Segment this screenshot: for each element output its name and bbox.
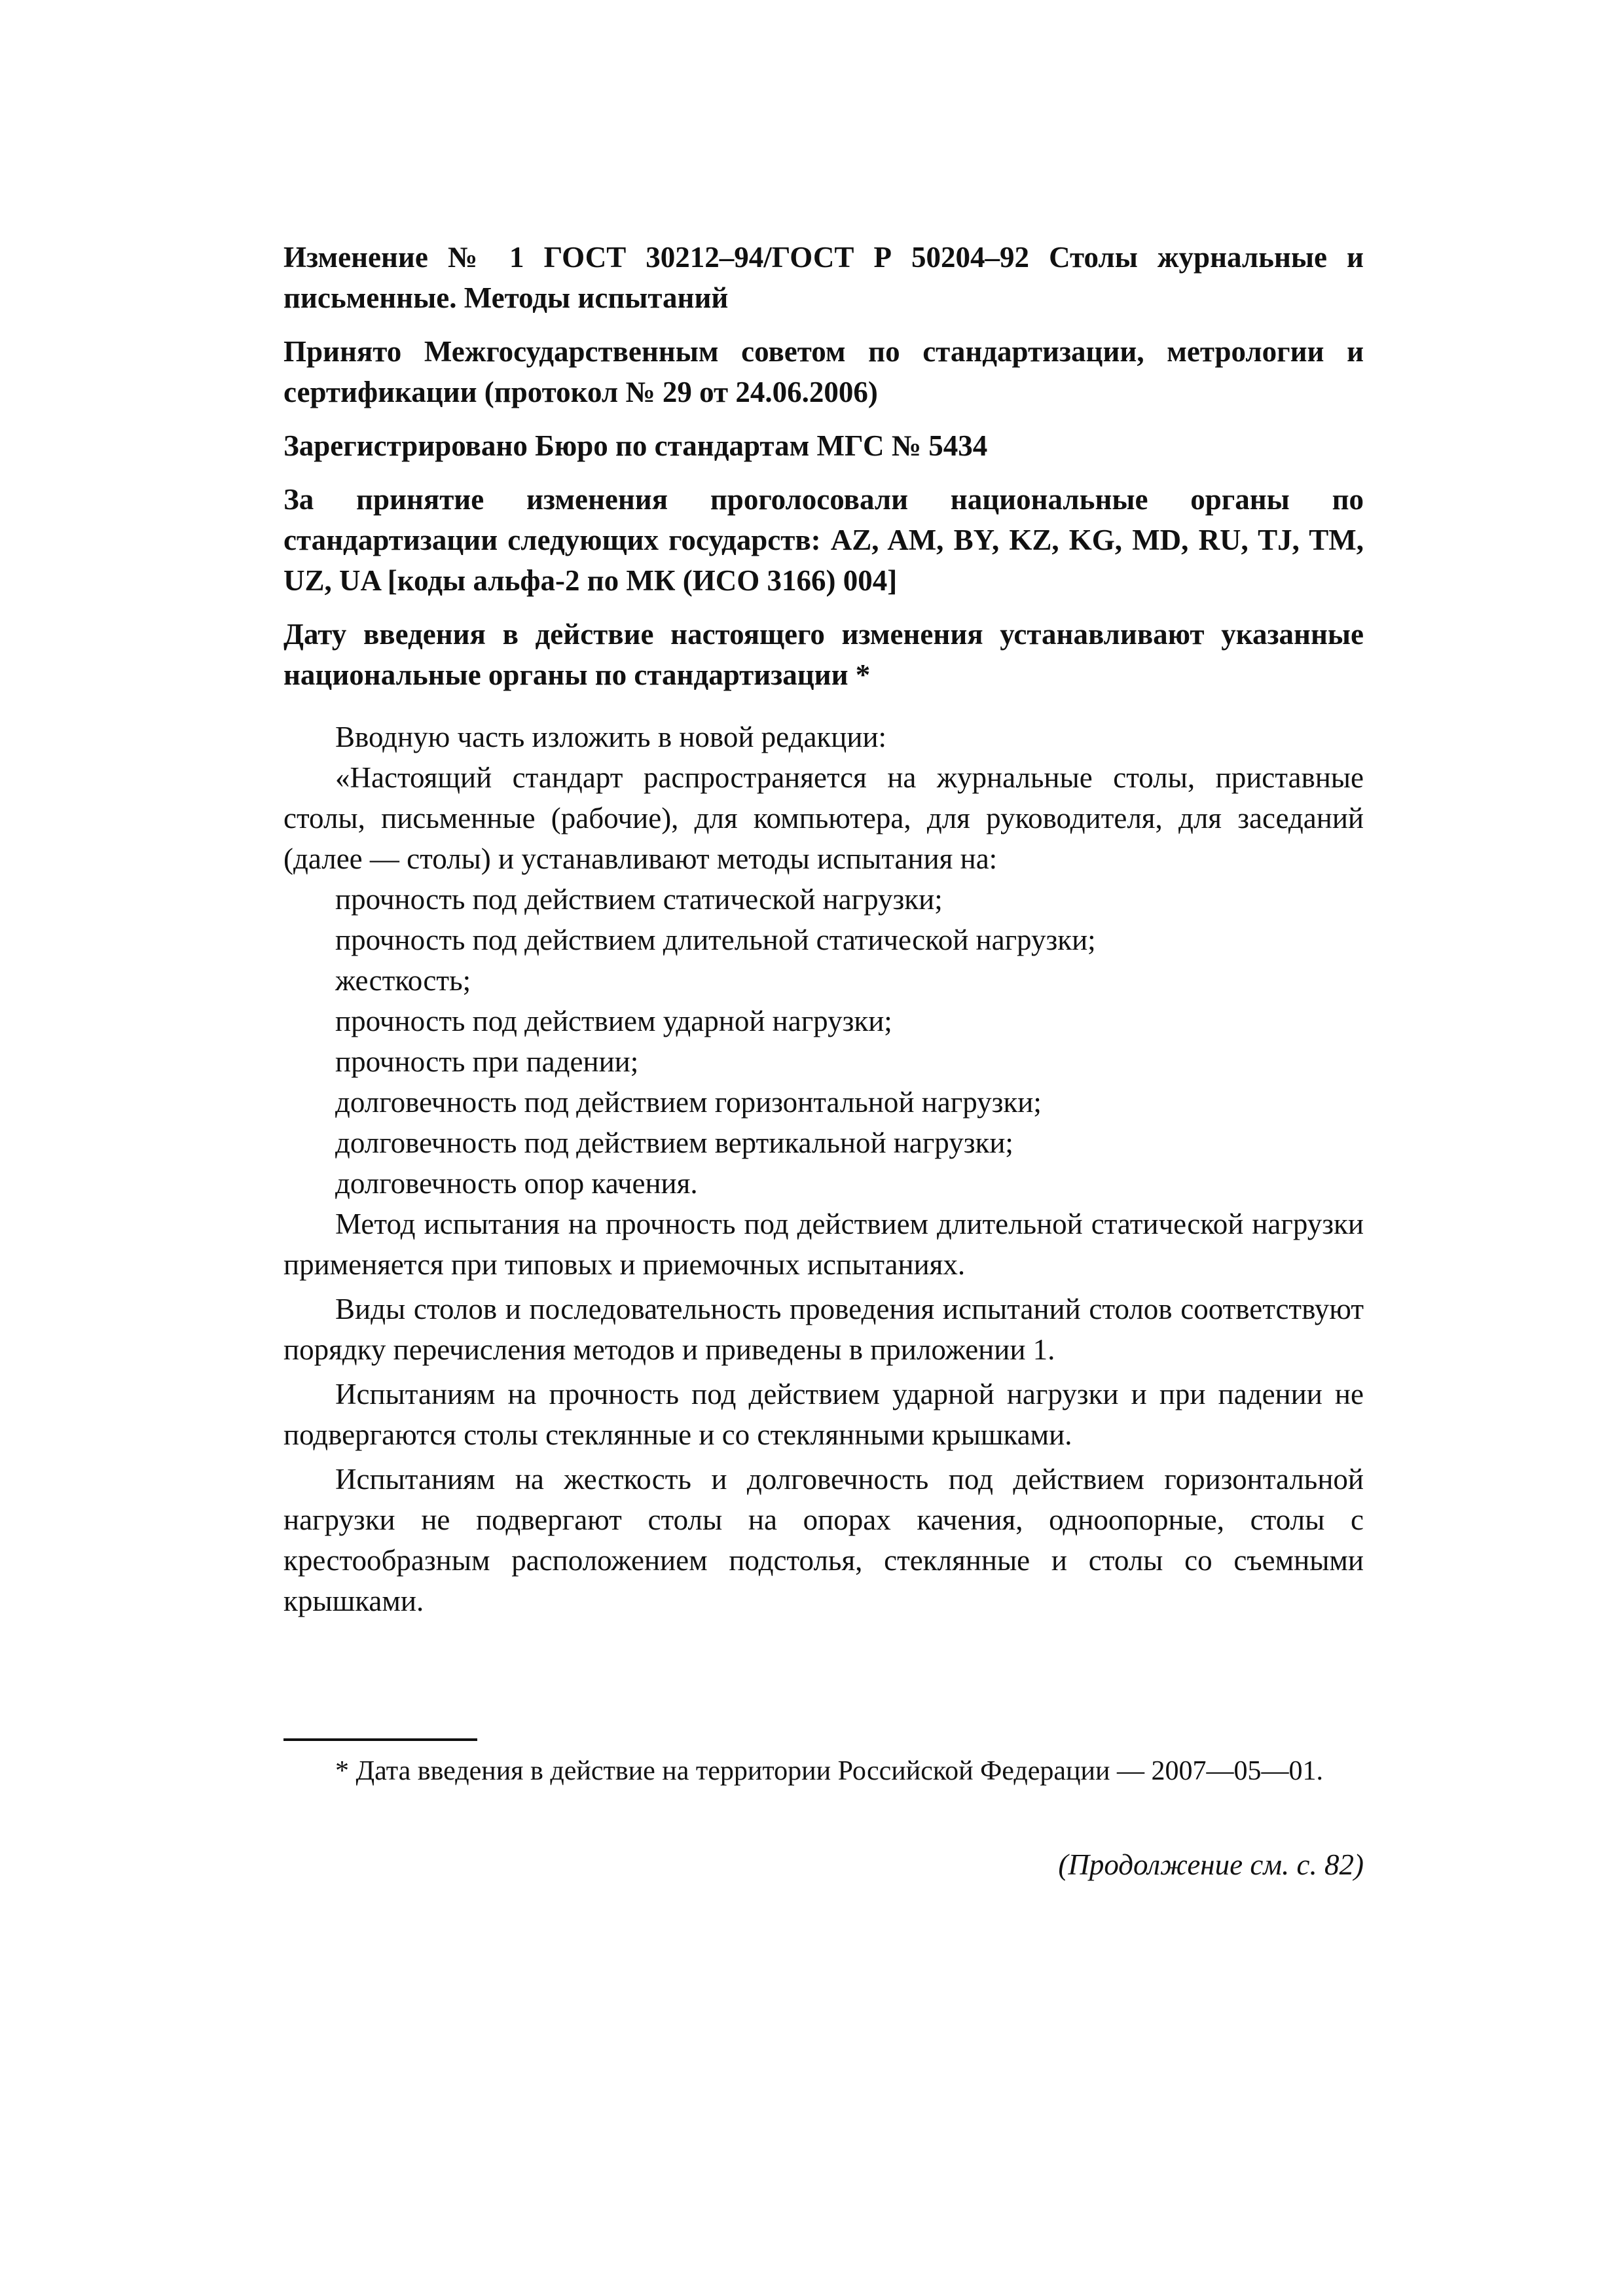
footnote-divider xyxy=(283,1738,477,1741)
method-item: прочность под действием статической нагрузки; xyxy=(335,883,943,916)
adopted-statement: Принято Межгосударственным советом по стандартизации, метрологии и сертификации (протокол № 29 от 24.06.2006) xyxy=(283,335,1364,408)
method-item: прочность при падении; xyxy=(335,1045,639,1078)
body-block xyxy=(283,717,1364,1621)
intro-line: Вводную часть изложить в новой редакции: xyxy=(335,721,887,753)
method-item: жесткость; xyxy=(335,964,471,997)
method-item: долговечность опор качения. xyxy=(335,1167,698,1200)
method-item: долговечность под действием горизонтальной нагрузки; xyxy=(335,1086,1042,1119)
registered-statement: Зарегистрировано Бюро по стандартам МГС № 5434 xyxy=(283,429,988,462)
voted-statement: За принятие изменения проголосовали национальные органы по стандартизации следующих государств: AZ, AM, BY, KZ, KG, MD, RU, TJ, TM, UZ, UA [коды альфа-2 по МК (ИСО 3166) 004] xyxy=(283,483,1364,597)
method-item: прочность под действием ударной нагрузки; xyxy=(335,1005,892,1037)
amendment-title: Изменение № 1 ГОСТ 30212–94/ГОСТ Р 50204–92 Столы журнальные и письменные. Методы испытаний xyxy=(283,241,1364,314)
body-paragraph: Виды столов и последовательность проведения испытаний столов соответствуют порядку перечисления методов и приведены в приложении 1. xyxy=(283,1293,1364,1366)
body-paragraph: Испытаниям на жесткость и долговечность под действием горизонтальной нагрузки не подвергают столы на опорах качения, одноопорные, столы с крестообразным расположением подстолья, стеклянные и столы со съемными крышками. xyxy=(283,1463,1364,1617)
body-paragraph: Испытаниям на прочность под действием ударной нагрузки и при падении не подвергаются столы стеклянные и со стеклянными крышками. xyxy=(283,1378,1364,1451)
body-paragraph: Метод испытания на прочность под действием длительной статической нагрузки применяется при типовых и приемочных испытаниях. xyxy=(283,1208,1364,1281)
method-item: долговечность под действием вертикальной нагрузки; xyxy=(335,1126,1013,1159)
continuation-note: (Продолжение см. с. 82) xyxy=(1058,1848,1364,1881)
method-item: прочность под действием длительной статической нагрузки; xyxy=(335,924,1096,956)
footnote-text: * Дата введения в действие на территории Российской Федерации — 2007—05—01. xyxy=(335,1756,1323,1786)
methods-list xyxy=(283,879,1364,1204)
footnote-block xyxy=(283,1752,1364,1790)
header-block xyxy=(283,237,1364,695)
effective-date-statement: Дату введения в действие настоящего изменения устанавливают указанные национальные органы по стандартизации * xyxy=(283,618,1364,691)
scope-paragraph: «Настоящий стандарт распространяется на журнальные столы, приставные столы, письменные (рабочие), для компьютера, для руководителя, для заседаний (далее — столы) и устанавливают методы испытания на: xyxy=(283,761,1364,875)
